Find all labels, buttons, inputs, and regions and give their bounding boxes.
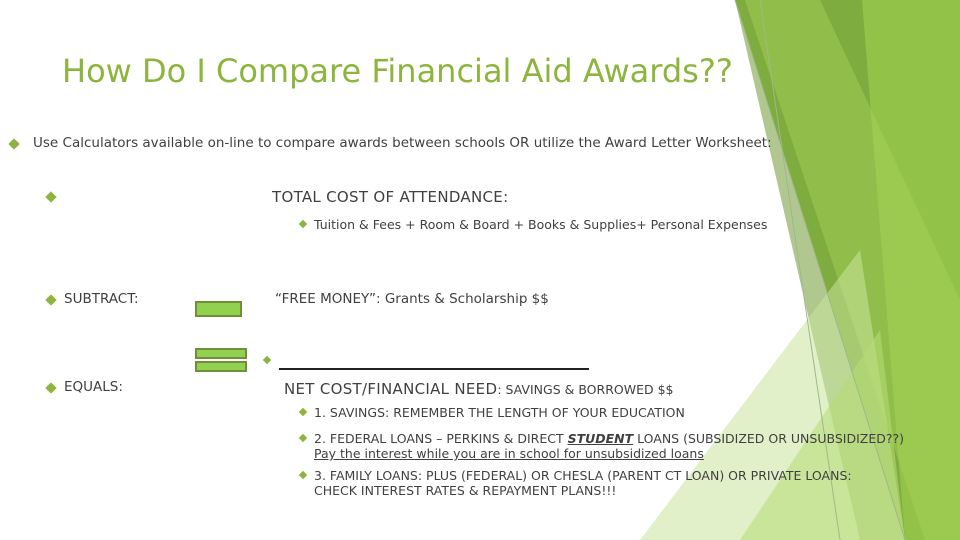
total-line-divider — [279, 368, 589, 370]
family-loans-line1: 3. FAMILY LOANS: PLUS (FEDERAL) OR CHESLA (PARENT CT LOAN) OR PRIVATE LOANS: — [314, 468, 852, 483]
federal-loans-text-a: 2. FEDERAL LOANS – PERKINS & DIRECT — [314, 431, 568, 446]
net-cost-line — [284, 379, 673, 398]
family-loans-item — [314, 468, 852, 498]
subtract-text: “FREE MONEY”: Grants & Scholarship $$ — [275, 291, 549, 307]
federal-loans-item — [314, 431, 904, 461]
equals-label: EQUALS: — [64, 379, 123, 395]
equals-sign-top-shape — [195, 348, 247, 359]
subtract-label: SUBTRACT: — [64, 291, 139, 307]
family-loans-line2: CHECK INTEREST RATES & REPAYMENT PLANS!!! — [314, 483, 617, 498]
federal-loans-student: STUDENT — [567, 431, 634, 446]
net-cost-suffix: : SAVINGS & BORROWED $$ — [497, 382, 674, 397]
federal-loans-text-b: LOANS (SUBSIDIZED OR UNSUBSIDIZED??) — [633, 431, 905, 446]
intro-text: Use Calculators available on-line to compare awards between schools OR utilize the Award Letter Worksheet: — [33, 135, 772, 151]
total-cost-formula: Tuition & Fees + Room & Board + Books & Supplies+ Personal Expenses — [314, 217, 768, 232]
total-cost-heading: TOTAL COST OF ATTENDANCE: — [272, 188, 509, 206]
savings-item: 1. SAVINGS: REMEMBER THE LENGTH OF YOUR EDUCATION — [314, 405, 685, 420]
page-title: How Do I Compare Financial Aid Awards?? — [62, 52, 733, 90]
minus-sign-shape — [195, 301, 242, 317]
federal-loans-note: Pay the interest while you are in school for unsubsidized loans — [314, 446, 704, 461]
equals-sign-bottom-shape — [195, 361, 247, 372]
net-cost-heading: NET COST/FINANCIAL NEED — [284, 380, 498, 398]
